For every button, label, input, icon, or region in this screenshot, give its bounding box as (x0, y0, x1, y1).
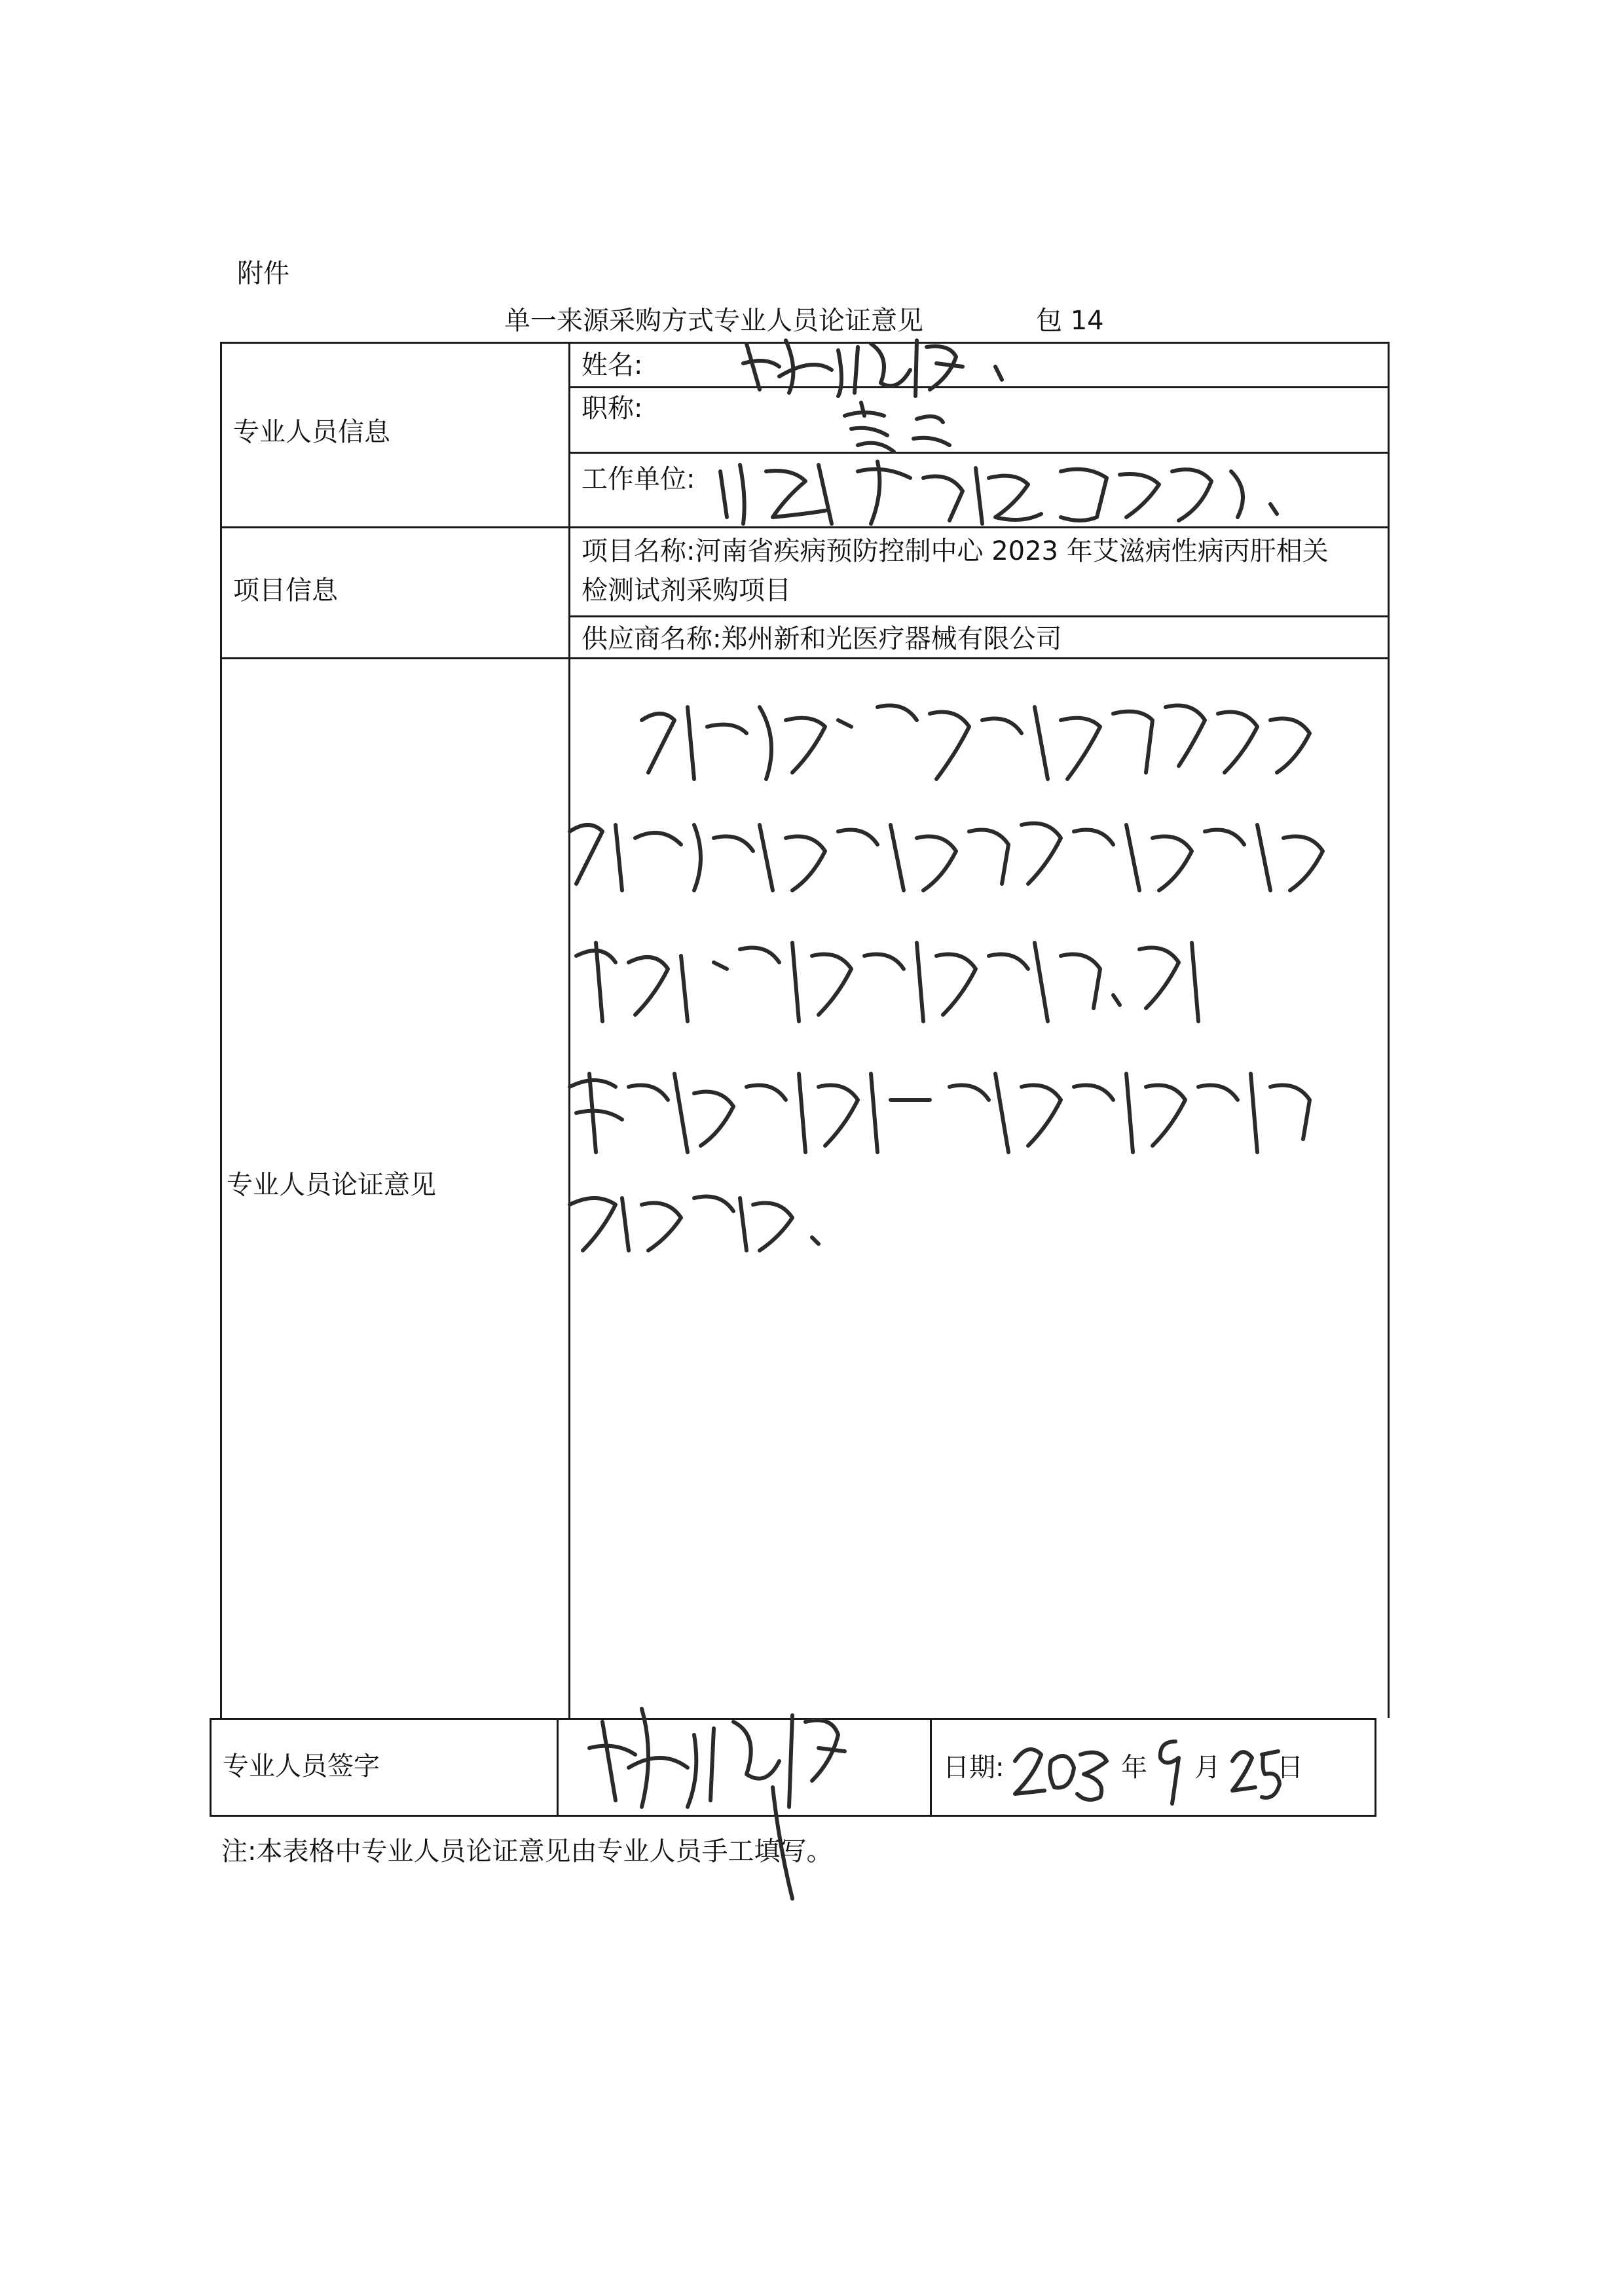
project-name-label: 项目名称: (581, 536, 695, 566)
handwritten-name (740, 331, 1015, 403)
name-label: 姓名: (581, 350, 643, 380)
date-month-suffix: 月 (1194, 1753, 1221, 1783)
handwritten-date-month (1153, 1728, 1192, 1807)
handwritten-professional-title (832, 399, 976, 458)
project-info-label: 项目信息 (233, 575, 338, 606)
handwritten-date-year (1008, 1735, 1123, 1807)
handwritten-employer (714, 452, 1283, 537)
opinion-label: 专业人员论证意见 (227, 1170, 436, 1200)
date-year-suffix: 年 (1121, 1753, 1147, 1783)
personnel-info-label: 专业人员信息 (233, 417, 390, 447)
date-label: 日期: (943, 1753, 1005, 1783)
supplier-value: 郑州新和光医疗器械有限公司 (721, 624, 1062, 654)
project-name-value: 河南省疾病预防控制中心 2023 年艾滋病性病丙肝相关 (695, 536, 1329, 566)
employer-label: 工作单位: (581, 464, 695, 494)
handwritten-date-day (1226, 1735, 1285, 1807)
package-number: 包 14 (1036, 306, 1104, 336)
date-day-suffix: 日 (1277, 1753, 1303, 1783)
professional-title-label: 职称: (581, 393, 643, 424)
supplier-label: 供应商名称: (581, 624, 722, 654)
project-name-value-continued: 检测试剂采购项目 (581, 575, 791, 606)
signature-label: 专业人员签字 (223, 1751, 380, 1781)
handwritten-signature (576, 1696, 864, 1905)
attachment-label: 附件 (237, 259, 289, 289)
footnote: 注:本表格中专业人员论证意见由专业人员手工填写。 (221, 1836, 833, 1867)
handwritten-opinion (563, 681, 1382, 1257)
document-title: 单一来源采购方式专业人员论证意见 (504, 306, 923, 336)
